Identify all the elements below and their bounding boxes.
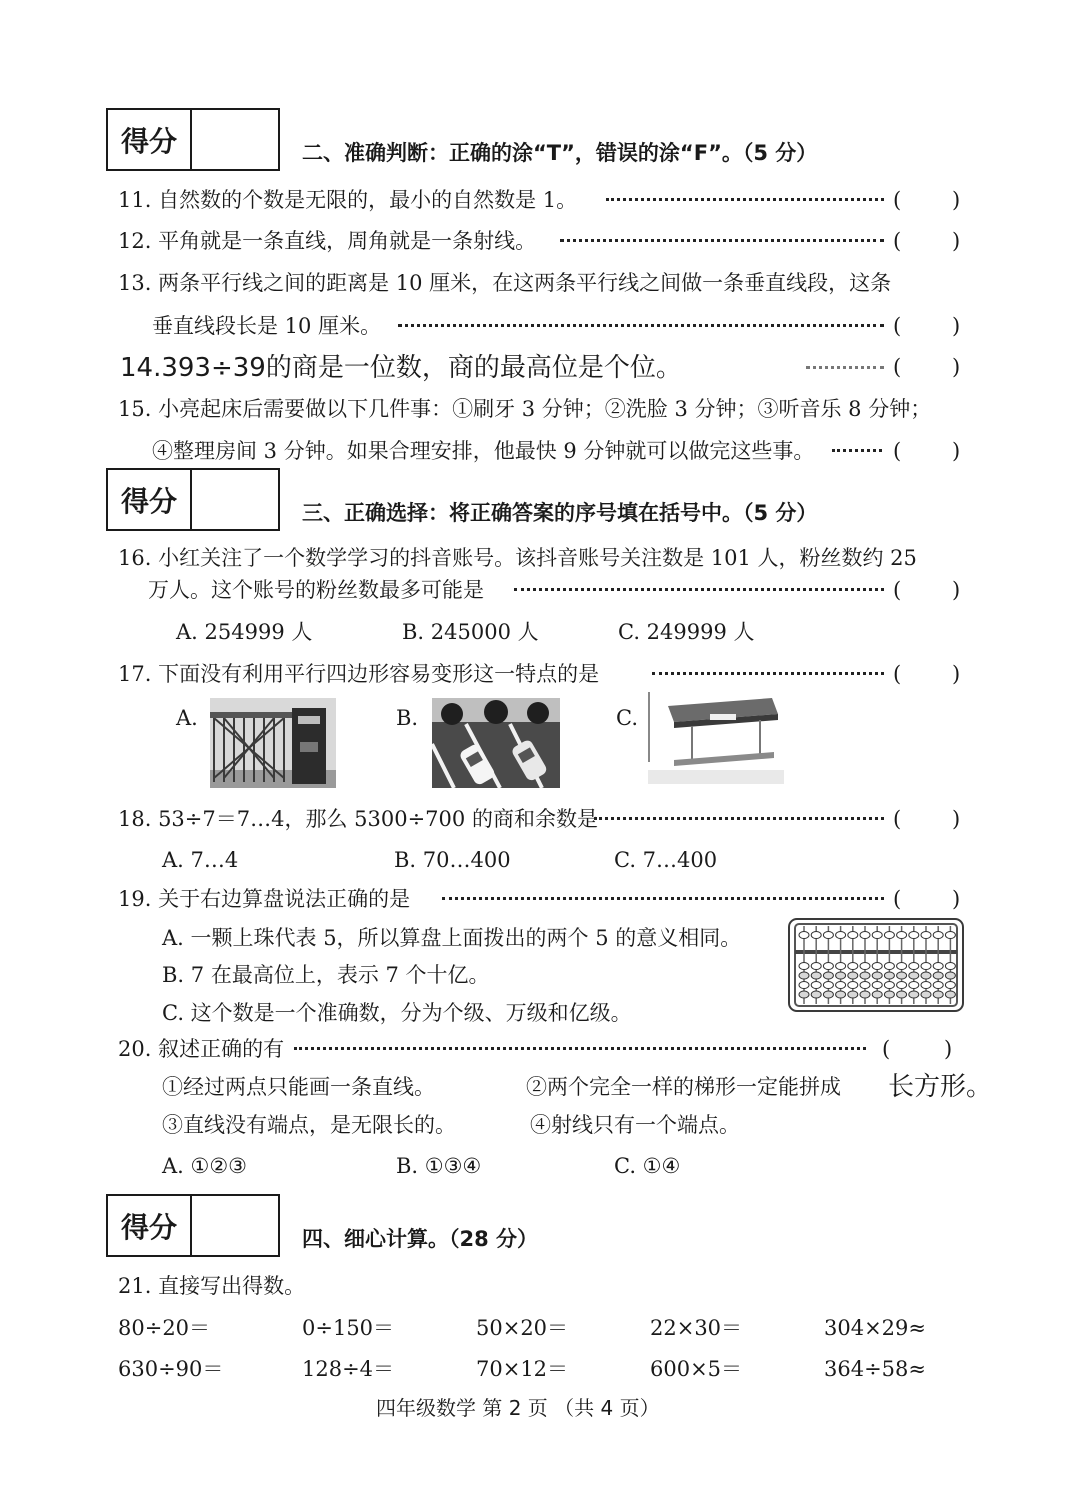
abacus-lower-bead	[823, 982, 833, 989]
answer-paren-open: (	[882, 1037, 891, 1061]
question-13-line-2: 垂直线段长是 10 厘米。	[152, 314, 382, 338]
answer-paren-open: (	[893, 188, 902, 212]
calc-item[interactable]: 80÷20＝	[118, 1316, 211, 1340]
abacus-upper-bead	[897, 932, 907, 939]
q20-option-c[interactable]: C. ①④	[614, 1154, 681, 1178]
question-16-line-2: 万人。这个账号的粉丝数最多可能是	[148, 578, 484, 602]
leader-dots	[514, 588, 884, 591]
q19-option-a[interactable]: A. 一颗上珠代表 5，所以算盘上面拨出的两个 5 的意义相同。	[162, 926, 742, 950]
abacus-lower-bead	[897, 982, 907, 989]
q20-statement-3: ③直线没有端点，是无限长的。	[162, 1113, 456, 1137]
answer-paren-close: )	[952, 439, 961, 463]
q16-option-a[interactable]: A. 254999 人	[176, 620, 313, 644]
abacus-lower-bead	[872, 991, 882, 998]
answer-paren-close: )	[952, 188, 961, 212]
telescopic-gate-image[interactable]	[210, 698, 336, 788]
abacus-lower-bead	[836, 963, 846, 970]
answer-paren-open: (	[893, 314, 902, 338]
abacus-upper-bead	[921, 932, 931, 939]
score-box-section-3	[106, 468, 280, 531]
leader-dots	[606, 198, 884, 201]
abacus-lower-bead	[933, 972, 943, 979]
q16-option-b[interactable]: B. 245000 人	[402, 620, 539, 644]
score-label: 得分	[108, 110, 192, 169]
calc-item[interactable]: 70×12＝	[476, 1357, 569, 1381]
q20-statement-1: ①经过两点只能画一条直线。	[162, 1075, 435, 1099]
question-11: 11. 自然数的个数是无限的，最小的自然数是 1。	[118, 188, 578, 212]
score-box-section-2	[106, 108, 280, 171]
q20-statement-2: ②两个完全一样的梯形一定能拼成	[526, 1075, 841, 1099]
abacus-lower-bead	[909, 963, 919, 970]
leader-dots	[294, 1047, 866, 1050]
question-13-line-1: 13. 两条平行线之间的距离是 10 厘米，在这两条平行线之间做一条垂直线段，这条	[118, 271, 892, 295]
abacus-lower-bead	[811, 991, 821, 998]
score-label: 得分	[108, 1196, 192, 1255]
answer-paren-open: (	[893, 355, 902, 379]
answer-paren-close: )	[952, 229, 961, 253]
q19-option-b[interactable]: B. 7 在最高位上，表示 7 个十亿。	[162, 963, 490, 987]
q18-option-a[interactable]: A. 7…4	[162, 848, 239, 872]
abacus-lower-bead	[872, 972, 882, 979]
q17-option-b-label[interactable]: B.	[396, 706, 419, 730]
abacus-lower-bead	[848, 972, 858, 979]
question-20: 20. 叙述正确的有	[118, 1037, 285, 1061]
q20-statement-4: ④射线只有一个端点。	[530, 1113, 740, 1137]
question-15-line-1: 15. 小亮起床后需要做以下几件事：①刷牙 3 分钟；②洗脸 3 分钟；③听音乐 8 分钟；	[118, 397, 932, 421]
abacus-lower-bead	[884, 991, 894, 998]
score-blank[interactable]	[192, 1196, 278, 1255]
abacus-lower-bead	[836, 972, 846, 979]
abacus-upper-bead	[909, 932, 919, 939]
abacus-lower-bead	[860, 982, 870, 989]
calc-item[interactable]: 128÷4＝	[302, 1357, 395, 1381]
answer-paren-open: (	[893, 662, 902, 686]
calc-item[interactable]: 22×30＝	[650, 1316, 743, 1340]
abacus-upper-bead	[836, 932, 846, 939]
calc-item[interactable]: 0÷150＝	[302, 1316, 395, 1340]
q18-option-b[interactable]: B. 70…400	[394, 848, 511, 872]
abacus-lower-bead	[811, 963, 821, 970]
abacus-lower-bead	[848, 982, 858, 989]
abacus-lower-bead	[933, 963, 943, 970]
leader-dots	[442, 897, 884, 900]
parking-lot-image[interactable]	[432, 698, 560, 788]
abacus-lower-bead	[897, 991, 907, 998]
section-3-title: 三、正确选择：将正确答案的序号填在括号中。（5 分）	[302, 501, 818, 525]
answer-paren-open: (	[893, 229, 902, 253]
answer-paren-open: (	[893, 439, 902, 463]
question-21: 21. 直接写出得数。	[118, 1274, 306, 1298]
abacus-upper-bead	[811, 932, 821, 939]
question-14: 14.393÷39的商是一位数，商的最高位是个位。	[120, 353, 682, 383]
abacus-lower-bead	[799, 963, 809, 970]
q20-option-a[interactable]: A. ①②③	[162, 1154, 247, 1178]
abacus-lower-bead	[811, 982, 821, 989]
score-label: 得分	[108, 470, 192, 529]
abacus-upper-bead	[823, 932, 833, 939]
leader-dots	[652, 672, 884, 675]
abacus-upper-bead	[848, 932, 858, 939]
question-18: 18. 53÷7＝7…4，那么 5300÷700 的商和余数是	[118, 807, 598, 831]
question-17: 17. 下面没有利用平行四边形容易变形这一特点的是	[118, 662, 600, 686]
clothes-drying-rack-image[interactable]	[648, 692, 784, 784]
leader-dots	[594, 817, 884, 820]
answer-paren-close: )	[952, 887, 961, 911]
abacus-lower-bead	[909, 982, 919, 989]
answer-paren-close: )	[952, 314, 961, 338]
abacus-lower-bead	[945, 991, 955, 998]
abacus-lower-bead	[799, 991, 809, 998]
page-footer: 四年级数学 第 2 页 （共 4 页）	[376, 1396, 660, 1420]
abacus-upper-bead	[860, 932, 870, 939]
score-blank[interactable]	[192, 110, 278, 169]
score-box-section-4	[106, 1194, 280, 1257]
answer-paren-close: )	[952, 578, 961, 602]
abacus-lower-bead	[884, 972, 894, 979]
leader-dots	[560, 239, 884, 242]
answer-paren-open: (	[893, 887, 902, 911]
abacus-lower-bead	[860, 972, 870, 979]
abacus-lower-bead	[823, 972, 833, 979]
abacus-lower-bead	[872, 982, 882, 989]
abacus-lower-bead	[872, 963, 882, 970]
q16-option-c[interactable]: C. 249999 人	[618, 620, 755, 644]
answer-paren-close: )	[944, 1037, 953, 1061]
score-blank[interactable]	[192, 470, 278, 529]
leader-dots	[806, 366, 884, 369]
q19-option-c[interactable]: C. 这个数是一个准确数，分为个级、万级和亿级。	[162, 1001, 632, 1025]
abacus-lower-bead	[945, 982, 955, 989]
question-15-line-2: ④整理房间 3 分钟。如果合理安排，他最快 9 分钟就可以做完这些事。	[152, 439, 815, 463]
question-19: 19. 关于右边算盘说法正确的是	[118, 887, 411, 911]
answer-paren-open: (	[893, 578, 902, 602]
answer-paren-close: )	[952, 662, 961, 686]
q17-option-c-label[interactable]: C.	[616, 706, 638, 730]
abacus-upper-bead	[884, 932, 894, 939]
abacus-lower-bead	[799, 982, 809, 989]
abacus-lower-bead	[823, 963, 833, 970]
abacus-lower-bead	[897, 972, 907, 979]
abacus-lower-bead	[884, 963, 894, 970]
calc-item[interactable]: 600×5＝	[650, 1357, 743, 1381]
abacus-lower-bead	[909, 991, 919, 998]
calc-item[interactable]: 304×29≈	[824, 1316, 926, 1340]
abacus-lower-bead	[933, 991, 943, 998]
abacus-lower-bead	[933, 982, 943, 989]
section-2-title: 二、准确判断：正确的涂“T”，错误的涂“F”。（5 分）	[302, 141, 818, 165]
abacus-upper-bead	[799, 932, 809, 939]
calc-item[interactable]: 50×20＝	[476, 1316, 569, 1340]
abacus-lower-bead	[848, 963, 858, 970]
abacus-lower-bead	[799, 972, 809, 979]
abacus-lower-bead	[836, 991, 846, 998]
abacus-lower-bead	[921, 982, 931, 989]
abacus-lower-bead	[836, 982, 846, 989]
calc-item[interactable]: 630÷90＝	[118, 1357, 224, 1381]
abacus-lower-bead	[945, 963, 955, 970]
abacus-lower-bead	[921, 991, 931, 998]
abacus-lower-bead	[897, 963, 907, 970]
abacus-image	[788, 918, 964, 1012]
calc-item[interactable]: 364÷58≈	[824, 1357, 926, 1381]
section-4-title: 四、细心计算。（28 分）	[302, 1227, 539, 1251]
q18-option-c[interactable]: C. 7…400	[614, 848, 718, 872]
leader-dots	[832, 449, 882, 452]
answer-paren-close: )	[952, 807, 961, 831]
abacus-lower-bead	[945, 972, 955, 979]
leader-dots	[398, 324, 884, 327]
abacus-lower-bead	[811, 972, 821, 979]
abacus-upper-bead	[933, 932, 943, 939]
question-16-line-1: 16. 小红关注了一个数学学习的抖音账号。该抖音账号关注数是 101 人，粉丝数约 25	[118, 546, 917, 570]
abacus-lower-bead	[921, 972, 931, 979]
abacus-lower-bead	[860, 963, 870, 970]
question-12: 12. 平角就是一条直线，周角就是一条射线。	[118, 229, 537, 253]
abacus-lower-bead	[921, 963, 931, 970]
answer-paren-open: (	[893, 807, 902, 831]
abacus-upper-bead	[872, 932, 882, 939]
answer-paren-close: )	[952, 355, 961, 379]
q17-option-a-label[interactable]: A.	[176, 706, 198, 730]
abacus-lower-bead	[884, 982, 894, 989]
abacus-lower-bead	[860, 991, 870, 998]
q20-option-b[interactable]: B. ①③④	[396, 1154, 482, 1178]
q20-statement-2-end: 长方形。	[888, 1072, 993, 1102]
abacus-lower-bead	[909, 972, 919, 979]
abacus-upper-bead	[945, 932, 955, 939]
abacus-lower-bead	[823, 991, 833, 998]
abacus-lower-bead	[848, 991, 858, 998]
